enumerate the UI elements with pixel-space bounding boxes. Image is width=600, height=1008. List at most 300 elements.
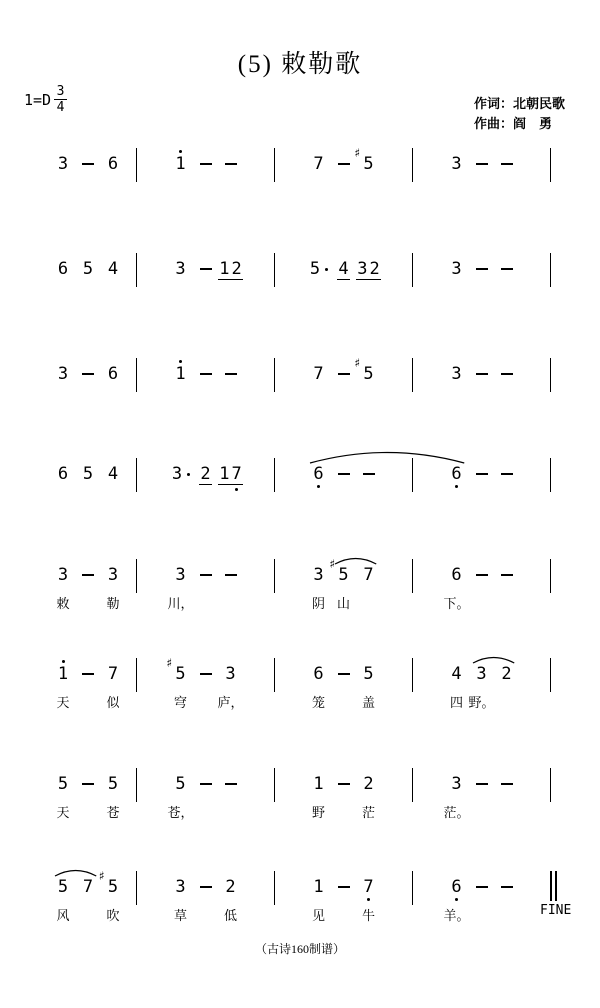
note-digit: 3 (451, 154, 462, 174)
sustain-beat (200, 662, 212, 686)
note-group (224, 877, 236, 897)
note (107, 563, 119, 587)
note-digit: 1 (174, 154, 186, 174)
sustain-beat (338, 875, 350, 899)
measure (40, 257, 136, 281)
note-column (218, 152, 243, 176)
note-column (51, 875, 76, 923)
note (312, 152, 324, 176)
sustain-dash (82, 163, 94, 165)
note-column (76, 875, 101, 923)
sustain-dash (200, 574, 212, 576)
note-digit: 6 (57, 259, 69, 279)
note-digit: 3 (476, 664, 487, 684)
low-octave-dot (317, 485, 320, 488)
note-column (306, 462, 331, 486)
note-digit: 2 (369, 258, 380, 279)
note-digit: 5 ♯ (166, 656, 186, 684)
note-digit: 5 (82, 259, 94, 279)
sustain-beat (225, 772, 237, 796)
sustain-dash (501, 373, 513, 375)
note-group (354, 356, 374, 384)
note-column (193, 662, 218, 710)
sustain-beat (82, 152, 94, 176)
note-group (107, 565, 119, 585)
note-column (494, 462, 519, 486)
note-column (98, 869, 126, 923)
score-line-3 (40, 356, 551, 392)
eighth-note-group (218, 464, 243, 485)
note-digit: 4 (451, 664, 462, 684)
sustain-dash (200, 163, 212, 165)
barline (550, 458, 551, 492)
sustain-dash (476, 473, 488, 475)
sustain-beat (501, 362, 513, 386)
lyric-syllable: 川， (167, 596, 194, 611)
sustain-beat (200, 563, 212, 587)
note-column (306, 152, 331, 176)
note-digit: 3 (57, 364, 69, 384)
measure (275, 356, 412, 386)
note (98, 869, 119, 899)
sustain-dash (338, 783, 350, 785)
note-column (469, 362, 494, 386)
lyric-syllable: 野 (311, 805, 325, 820)
note-column (101, 152, 126, 176)
note (107, 362, 119, 386)
lyric-syllable: 敕 (56, 596, 70, 611)
measure (413, 772, 550, 820)
note-digit: 7 (362, 877, 374, 897)
note-column (168, 462, 193, 486)
measure (275, 662, 412, 710)
sustain-beat (200, 257, 212, 281)
note-column (331, 257, 356, 281)
lyric-syllable: 勒 (106, 596, 120, 611)
note (356, 257, 381, 281)
note-group (174, 877, 186, 897)
note-group (82, 877, 94, 897)
lyric-syllable: 山 (336, 596, 350, 611)
note (107, 662, 119, 686)
footer-note: （古诗160制谱） (254, 942, 345, 956)
note-column (76, 662, 101, 710)
note-column (444, 563, 469, 611)
high-octave-dot (179, 360, 182, 363)
sustain-beat (225, 152, 237, 176)
note-digit: 1 (219, 258, 230, 279)
measure (40, 662, 136, 710)
lyric-syllable: 草 (173, 908, 187, 923)
note-digit: 1 (313, 774, 324, 794)
measure (413, 362, 550, 386)
note-group (174, 364, 186, 384)
sustain-dash (363, 473, 375, 475)
note-column (494, 362, 519, 386)
note-column (218, 563, 243, 611)
note-digit: 7 (363, 565, 374, 585)
note-column (166, 656, 193, 710)
sustain-dash (225, 373, 237, 375)
note-digit: 5 (107, 774, 119, 794)
note-group (107, 364, 119, 384)
note-digit: 6 (107, 154, 119, 174)
barline (550, 253, 551, 287)
note-digit: 5 (57, 774, 69, 794)
note (450, 257, 462, 281)
note-column (76, 462, 101, 486)
sustain-beat (501, 462, 513, 486)
note-digit: 4 (107, 259, 119, 279)
note (312, 362, 324, 386)
note-group (57, 259, 69, 279)
note (57, 362, 69, 386)
sustain-dash (82, 373, 94, 375)
barline (550, 148, 551, 182)
note-column (51, 563, 76, 611)
note (450, 662, 462, 686)
sustain-dash (501, 886, 513, 888)
measure (40, 362, 136, 386)
note-column (494, 152, 519, 176)
note-column (331, 662, 356, 710)
score-line-4 (40, 462, 551, 492)
note-group (57, 464, 69, 484)
note-column (331, 772, 356, 820)
note-digit: 3 (357, 258, 368, 279)
note (107, 152, 119, 176)
note (362, 563, 374, 587)
note-column (444, 362, 469, 386)
note-column (193, 772, 218, 820)
sustain-beat (476, 257, 488, 281)
note (82, 257, 94, 281)
lyric-syllable: 茫。 (443, 805, 470, 820)
note-group (309, 259, 328, 279)
note (57, 662, 69, 686)
note (224, 662, 236, 686)
note-digit: 5 ♯ (329, 557, 349, 585)
note-digit: 3 (175, 877, 186, 897)
note-digit: 5 (309, 259, 321, 279)
sustain-dash (476, 886, 488, 888)
note-column (51, 772, 76, 820)
note-digit: 3 (313, 565, 324, 585)
note-column (51, 462, 76, 486)
note-group (82, 464, 94, 484)
measure (40, 563, 136, 611)
measure (40, 152, 136, 176)
final-barline (550, 871, 557, 901)
note-group (354, 146, 374, 174)
note-column (168, 362, 193, 386)
note-digit: 3 (451, 774, 462, 794)
note-column (193, 257, 218, 281)
lyric-syllable: 穹 (173, 695, 187, 710)
sustain-dash (200, 783, 212, 785)
time-denominator: 4 (56, 100, 65, 115)
note-column (306, 362, 331, 386)
note-column (444, 772, 469, 820)
score-line-6 (40, 656, 551, 710)
note-digit: 3 (107, 565, 119, 585)
sustain-dash (338, 673, 350, 675)
note-column (168, 772, 193, 820)
note-group (57, 364, 69, 384)
note-digit: 7 (107, 664, 119, 684)
barline (550, 658, 551, 692)
note (82, 462, 94, 486)
measure (275, 557, 412, 611)
note-digit: 7 (231, 464, 243, 484)
note-digit: 1 (57, 664, 69, 684)
note-column (444, 152, 469, 176)
note-column (193, 152, 218, 176)
sustain-beat (501, 772, 513, 796)
note-digit: 6 (57, 464, 69, 484)
measure (137, 462, 274, 486)
note-digit: 6 (312, 464, 324, 484)
note-digit: 7 (313, 154, 324, 174)
note (57, 563, 69, 587)
lyric-syllable: 茫 (361, 805, 375, 820)
note-group (312, 364, 324, 384)
sharp-icon: ♯ (354, 146, 361, 160)
note-column (76, 563, 101, 611)
note (174, 152, 186, 176)
note-column (469, 563, 494, 611)
note (218, 462, 243, 486)
note-digit: 7 (313, 364, 324, 384)
barline (550, 768, 551, 802)
sustain-beat (225, 362, 237, 386)
final-barline-thick (555, 871, 557, 901)
note (218, 257, 243, 281)
lyric-syllable: 盖 (361, 695, 375, 710)
sustain-beat (200, 772, 212, 796)
note-column (101, 257, 126, 281)
measure (413, 462, 550, 486)
sustain-beat (476, 772, 488, 796)
note (57, 875, 69, 899)
score-line-1 (40, 146, 551, 182)
sustain-dash (200, 268, 212, 270)
note-column (101, 563, 126, 611)
note-group (362, 565, 374, 585)
note-column (193, 462, 218, 486)
eighth-note-group (356, 259, 381, 280)
note-column (101, 362, 126, 386)
note-digit: 5 (82, 464, 94, 484)
note-digit: 6 (450, 877, 462, 897)
note-group (107, 664, 119, 684)
note-column (469, 152, 494, 176)
note (174, 362, 186, 386)
note-digit: 6 (450, 464, 462, 484)
note (362, 772, 374, 796)
sustain-dash (476, 783, 488, 785)
note-column (329, 557, 356, 611)
note-group (450, 877, 462, 897)
time-numerator: 3 (56, 84, 65, 99)
sustain-beat (200, 152, 212, 176)
lyric-syllable: 风 (56, 908, 70, 923)
measure (40, 869, 136, 923)
note (199, 462, 211, 486)
sustain-dash (338, 373, 350, 375)
note-digit: 5 ♯ (354, 356, 374, 384)
note-column (168, 152, 193, 176)
note-column (494, 563, 519, 611)
note-digit: 5 (363, 664, 374, 684)
note-column (168, 563, 193, 611)
note-column (331, 875, 356, 923)
sustain-dash (501, 268, 513, 270)
note-column (444, 662, 469, 710)
note-digit: 6 (107, 364, 119, 384)
measure (275, 257, 412, 281)
sustain-dash (501, 473, 513, 475)
tie-arc (309, 442, 465, 464)
note-column (51, 152, 76, 176)
note-group (98, 869, 119, 897)
note-group (500, 664, 512, 684)
note-group (57, 565, 69, 585)
lyric-syllable: 牛 (361, 908, 375, 923)
note-column (494, 875, 519, 923)
note-digit: 4 (107, 464, 119, 484)
note (500, 662, 512, 686)
note-digit: 3 (171, 464, 183, 484)
eighth-note-group (199, 464, 211, 485)
note-digit: 3 (175, 259, 186, 279)
note-group (450, 774, 462, 794)
slur-arc (472, 652, 515, 664)
sustain-dash (225, 163, 237, 165)
measure (413, 662, 550, 710)
note-group (82, 259, 94, 279)
sustain-beat (501, 563, 513, 587)
lyricist-credit: 作词：北朝民歌 (474, 96, 566, 111)
sustain-dash (338, 473, 350, 475)
sustain-dash (501, 163, 513, 165)
note-column (356, 257, 381, 281)
note-column (51, 362, 76, 386)
note (174, 875, 186, 899)
note (107, 257, 119, 281)
note-column (306, 563, 331, 611)
note-digit: 6 (451, 565, 462, 585)
note (450, 563, 462, 587)
note-group (312, 877, 324, 897)
sustain-dash (501, 783, 513, 785)
note (312, 462, 324, 486)
lyric-syllable: 羊。 (443, 908, 470, 923)
sustain-dash (200, 673, 212, 675)
sustain-beat (225, 563, 237, 587)
note-digit: 2 (231, 258, 242, 279)
note (312, 662, 324, 686)
measure (137, 362, 274, 386)
note-column (168, 875, 193, 923)
note-column (76, 257, 101, 281)
note-group (362, 877, 374, 897)
lyric-syllable: 低 (223, 908, 237, 923)
lyric-syllable: 庐， (217, 695, 244, 710)
sustain-dash (476, 373, 488, 375)
note-column (356, 662, 381, 710)
note (174, 257, 186, 281)
note-column (76, 362, 101, 386)
note-column (218, 462, 243, 486)
low-octave-dot (455, 898, 458, 901)
note-group (450, 565, 462, 585)
final-barline-thin (550, 871, 552, 901)
note-digit: 3 (57, 154, 69, 174)
song-title: (5) 敕勒歌 (237, 51, 363, 78)
note-column (356, 563, 381, 611)
low-octave-dot (455, 485, 458, 488)
note (450, 362, 462, 386)
note-column (494, 772, 519, 820)
lyric-syllable: 见 (311, 908, 325, 923)
note-column (356, 875, 381, 923)
sustain-beat (476, 875, 488, 899)
note (174, 563, 186, 587)
note-group (57, 774, 69, 794)
sustain-beat (363, 462, 375, 486)
sharp-icon: ♯ (329, 557, 336, 571)
measure (413, 875, 550, 923)
note-digit: 3 (175, 565, 186, 585)
note-column (494, 662, 519, 710)
note-column (444, 875, 469, 923)
note-column (444, 257, 469, 281)
note (354, 356, 374, 386)
measure (275, 772, 412, 820)
note (337, 257, 349, 281)
note-group (174, 154, 186, 174)
measure (413, 563, 550, 611)
note-group (312, 154, 324, 174)
note-column (193, 563, 218, 611)
barline (550, 358, 551, 392)
note (107, 772, 119, 796)
sustain-dash (338, 163, 350, 165)
augmentation-dot (187, 473, 190, 476)
measure (137, 152, 274, 176)
measure (137, 772, 274, 820)
sustain-dash (501, 574, 513, 576)
note-group (107, 464, 119, 484)
note-column (101, 462, 126, 486)
note-group (450, 464, 462, 484)
note-group (312, 464, 324, 484)
note-column (331, 362, 356, 386)
slur-arc (334, 553, 377, 565)
slur-arc (54, 865, 97, 877)
note-column (218, 772, 243, 820)
sustain-beat (501, 257, 513, 281)
measure (275, 875, 412, 923)
note (57, 772, 69, 796)
note-group (450, 154, 462, 174)
high-octave-dot (179, 150, 182, 153)
note-digit: 1 (174, 364, 186, 384)
note-group (475, 664, 487, 684)
sustain-beat (501, 875, 513, 899)
score-line-5 (40, 557, 551, 611)
